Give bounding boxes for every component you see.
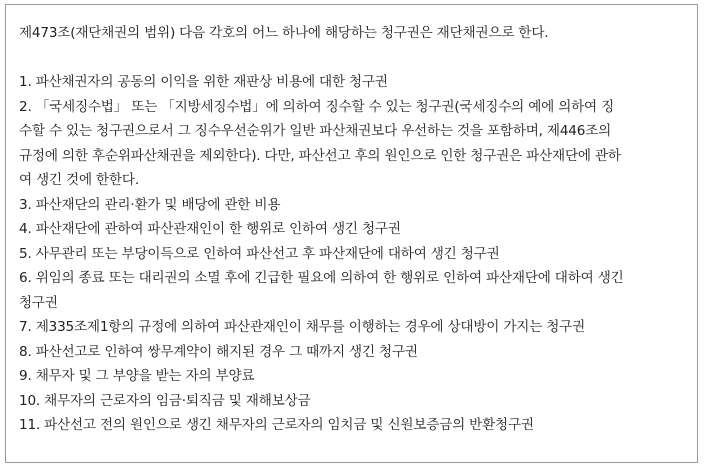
list-line: 1. 파산채권자의 공동의 이익을 위한 재판상 비용에 대한 청구권	[19, 74, 388, 90]
list-line: 4. 파산재단에 관하여 파산관재인이 한 행위로 인하여 생긴 청구권	[19, 221, 401, 237]
list-line: 3. 파산재단의 관리·환가 및 배당에 관한 비용	[19, 196, 281, 213]
list-line: 2. 「국세징수법」 또는 「지방세징수법」에 의하여 징수할 수 있는 청구권(국세징수의 예에 의하여 징	[19, 98, 615, 115]
document-frame	[5, 4, 698, 463]
list-line: 9. 채무자 및 그 부양을 받는 자의 부양료	[19, 368, 255, 384]
list-line: 7. 제335조제1항의 규정에 의하여 파산관재인이 채무를 이행하는 경우에 상대방이 가지는 청구권	[19, 319, 586, 335]
list-line: 여 생긴 것에 한한다.	[19, 172, 139, 188]
list-line: 11. 파산선고 전의 원인으로 생긴 채무자의 근로자의 임치금 및 신원보증금의 반환청구권	[19, 417, 534, 433]
list-line: 청구권	[19, 294, 58, 311]
list-line: 규정에 의한 후순위파산채권을 제외한다). 다만, 파산선고 후의 원인으로 인한 청구권은 파산재단에 관하	[19, 147, 621, 164]
list-line: 수할 수 있는 청구권으로서 그 징수우선순위가 일반 파산채권보다 우선하는 것을 포함하며, 제446조의	[19, 123, 612, 139]
article-heading: 제473조(재단채권의 범위) 다음 각호의 어느 하나에 해당하는 청구권은 재단채권으로 한다.	[19, 25, 549, 41]
blank-line	[19, 46, 691, 71]
list-line: 5. 사무관리 또는 부당이득으로 인하여 파산선고 후 파산재단에 대하여 생긴 청구권	[19, 245, 500, 262]
list-line: 8. 파산선고로 인하여 쌍무계약이 해지된 경우 그 때까지 생긴 청구권	[19, 343, 418, 360]
list-line: 6. 위임의 종료 또는 대리권의 소멸 후에 긴급한 필요에 의하여 한 행위로 인하여 파산재단에 대하여 생긴	[19, 270, 624, 286]
list-line: 10. 채무자의 근로자의 임금·퇴직금 및 재해보상금	[19, 392, 311, 409]
document-body	[19, 21, 691, 438]
